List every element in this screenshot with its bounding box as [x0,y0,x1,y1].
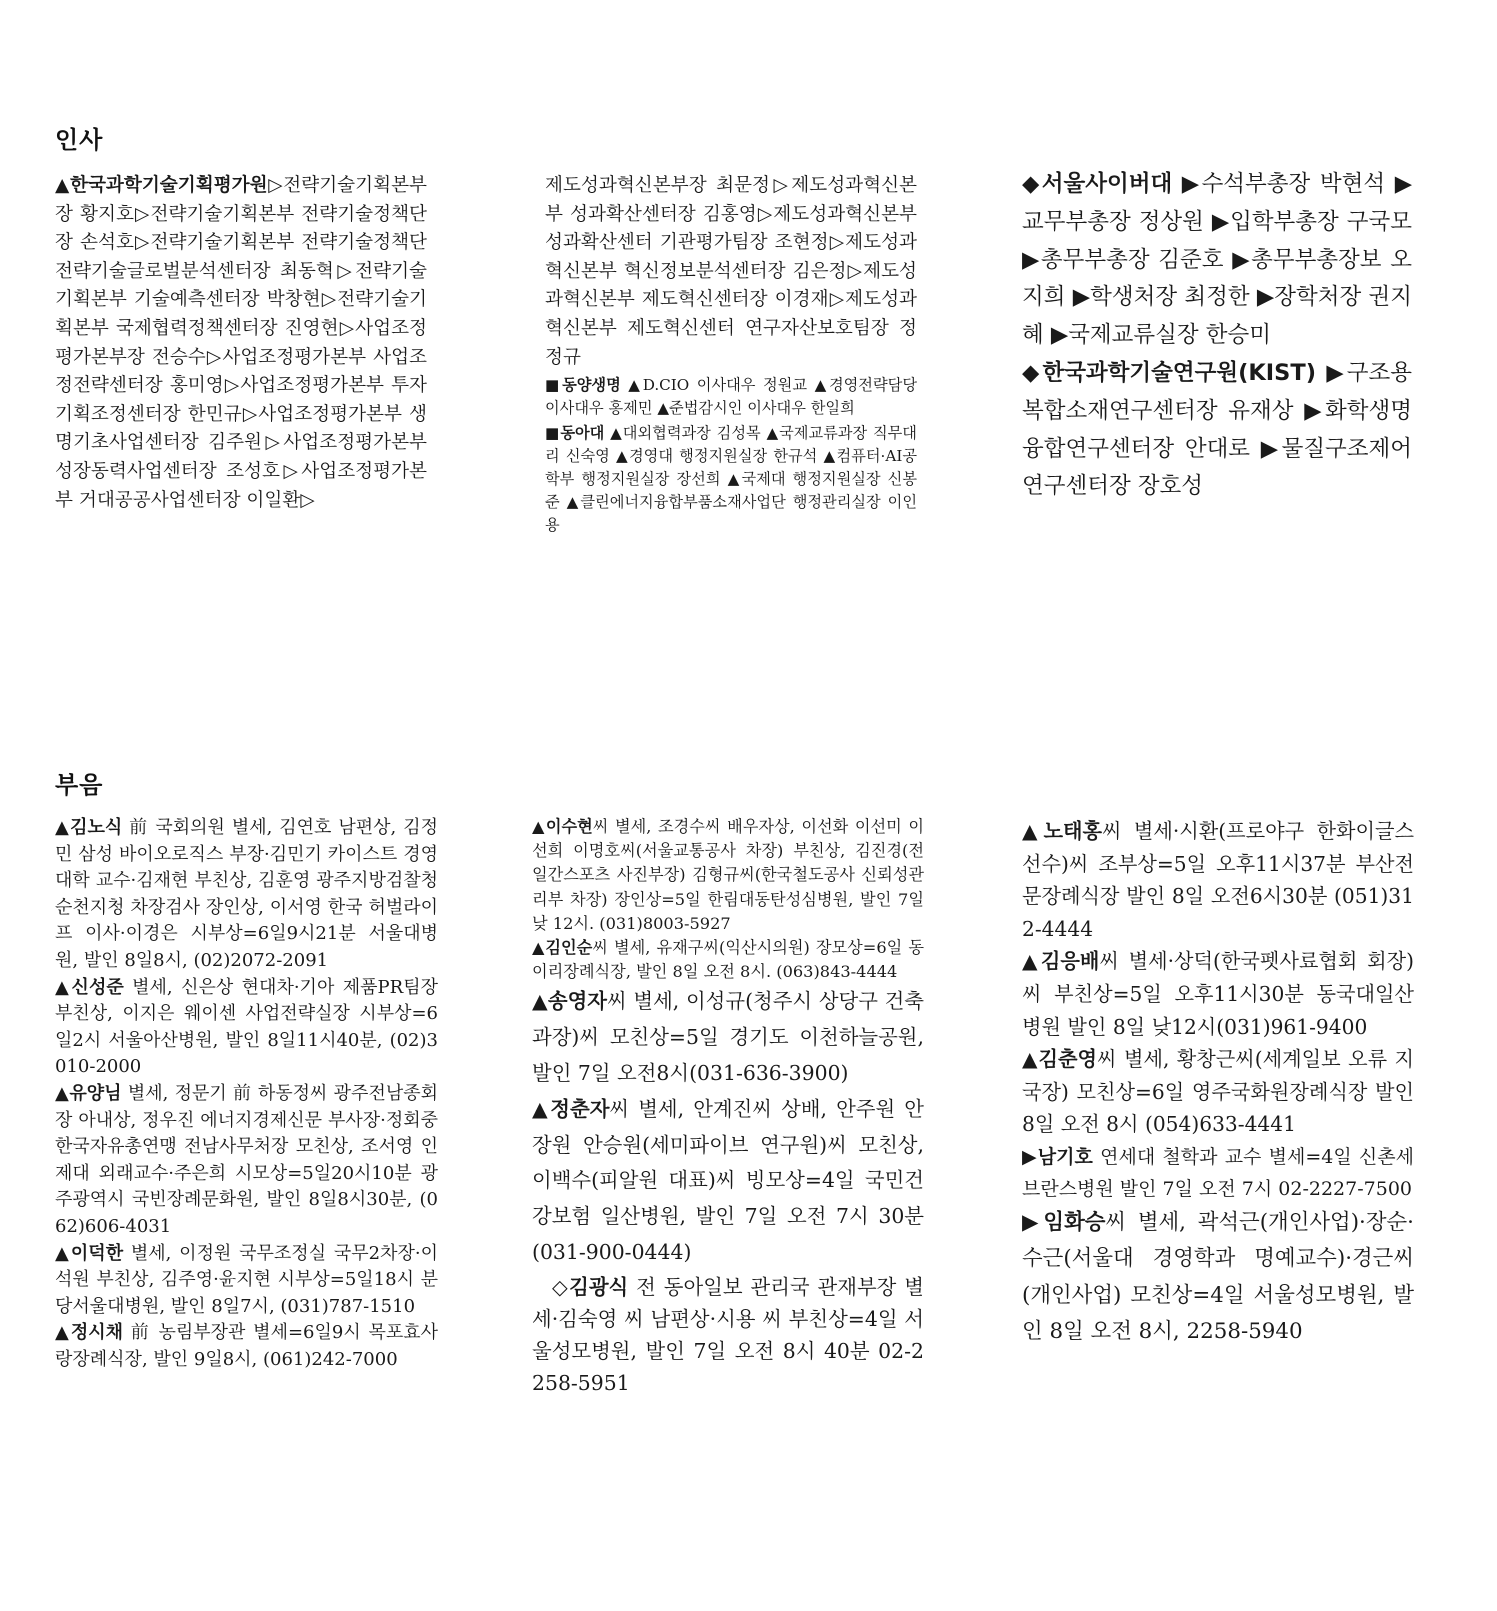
entry-text: 씨 별세·시환(프로야구 한화이글스 선수)씨 조부상=5일 오후11시37분 부산전문장례식장 발인 8일 오전6시30분 (051)312-4444 [1022,819,1414,941]
insa-column-1 [55,172,427,515]
insa-entry-continued: 제도성과혁신본부장 최문정▷제도성과혁신본부 성과확산센터장 김홍영▷제도성과혁신본부 성과확산센터 기관평가팀장 조현정▷제도성과혁신본부 혁신정보분석센터장 김은정▷제도성과혁신본부 제도혁신센터장 이경재▷제도성과혁신본부 제도혁신센터 연구자산보호팀장 정정규 [545,175,917,368]
obituary-entry [1022,1043,1414,1141]
entry-text: ▶수석부총장 박현석 ▶교무부총장 정상원 ▶입학부총장 구국모 ▶총무부총장 김준호 ▶총무부총장보 오지희 ▶학생처장 최정한 ▶장학처장 권지혜 ▶국제교류실장 한승미 [1022,171,1412,349]
obituary-entry [532,1271,924,1399]
entry-org: ▲한국과학기술기획평가원 [55,175,268,196]
entry-text: 씨 별세, 황창근씨(세계일보 오류 지국장) 모친상=6일 영주국화원장례식장 발인 8일 오전 8시 (054)633-4441 [1022,1047,1414,1137]
obituary-entry [532,936,924,984]
deceased-name: ▲김응배 [1022,949,1100,974]
obituary-entry [1022,1205,1414,1351]
insa-entry [1022,166,1412,355]
entry-text: 별세, 정문기 前 하동정씨 광주전남종회장 아내상, 정우진 에너지경제신문 부사장·정회중 한국자유총연맹 전남사무처장 모친상, 조서영 인제대 외래교수·주은희 시모상=5일20시10분 광주광역시 국빈장례문화원, 발인 8일8시30분, (062)606-4031 [55,1082,438,1237]
entry-text: 전 동아일보 관리국 관재부장 별세·김숙영 씨 남편상·시용 씨 부친상=4일 서울성모병원, 발인 7일 오전 8시 40분 02-2258-5951 [532,1274,924,1395]
obituary-entry [55,1081,438,1241]
insa-column-3 [1022,166,1412,506]
deceased-name: ▲노태홍 [1022,819,1102,843]
obituary-entry [1022,815,1414,945]
deceased-name: ▲김춘영 [1022,1047,1098,1072]
obituary-entry [55,975,438,1081]
deceased-name: ▲송영자 [532,989,607,1014]
deceased-name: ▲이덕한 [55,1242,124,1264]
insa-entry [1022,355,1412,506]
deceased-name: ▲정춘자 [532,1096,610,1121]
entry-text: 씨 별세, 곽석근(개인사업)·장순·수근(서울대 경영학과 명예교수)·경근씨(개인사업) 모친상=4일 서울성모병원, 발인 8일 오전 8시, 2258-5940 [1022,1209,1414,1345]
deceased-name: ▲김노식 [55,817,123,838]
entry-text: 씨 별세, 이성규(청주시 상당구 건축과장)씨 모친상=5일 경기도 이천하늘공원, 발인 7일 오전8시(031-636-3900) [532,989,924,1086]
entry-text: 씨 별세, 조경수씨 배우자상, 이선화 이선미 이선희 이명호씨(서울교통공사 차장) 부친상, 김진경(전 일간스포츠 사진부장) 김형규씨(한국철도공사 신뢰성관리부 차장) 장인상=5일 한림대동탄성심병원, 발인 7일 낮 12시. (031)8003-5927 [532,817,924,933]
insa-entry [545,374,917,420]
deceased-name: ▲신성준 [55,976,124,998]
entry-text: 별세, 이정원 국무조정실 국무2차장·이석원 부친상, 김주영·윤지현 시부상=5일18시 분당서울대병원, 발인 8일7시, (031)787-1510 [55,1242,438,1317]
entry-org: ■동아대 [545,424,605,443]
bueum-column-2 [532,815,924,1399]
entry-text: ▲D.CIO 이사대우 정원교 ▲경영전략담당 이사대우 홍제민 ▲준법감시인 이사대우 한일희 [545,376,917,418]
deceased-name: ▲이수현 [532,817,593,836]
entry-text: ▲대외협력과장 김성목 ▲국제교류과장 직무대리 신숙영 ▲경영대 행정지원실장 한규석 ▲컴퓨터·AI공학부 행정지원실장 장선희 ▲국제대 행정지원실장 신봉준 ▲클린에너지융합부품소재사업단 행정관리실장 이인용 [545,424,917,535]
insa-entry [55,172,427,515]
deceased-name: ◇김광식 [552,1274,629,1299]
entry-text: ▷전략기술기획본부장 황지호▷전략기술기획본부 전략기술정책단장 손석호▷전략기술기획본부 전략기술정책단 전략기술글로벌분석센터장 최동혁▷전략기술기획본부 기술예측센터장 박창현▷전략기술기획본부 국제협력정책센터장 진영현▷사업조정평가본부장 전승수▷사업조정평가본부 사업조정전략센터장 홍미영▷사업조정평가본부 투자기획조정센터장 한민규▷사업조정평가본부 생명기초사업센터장 김주원▷사업조정평가본부 성장동력사업센터장 조성호▷사업조정평가본부 거대공공사업센터장 이일환▷ [55,175,427,511]
entry-org: ◆한국과학기술연구원(KIST) [1022,359,1317,386]
obituary-entry [532,1092,924,1271]
obituary-entry [532,815,924,936]
entry-text: 별세, 신은상 현대차·기아 제품PR팀장 부친상, 이지은 웨이센 사업전략실장 시부상=6일2시 서울아산병원, 발인 8일11시40분, (02)3010-2000 [55,976,438,1078]
obituary-entry [55,815,438,975]
entry-text: 씨 별세, 유재구씨(익산시의원) 장모상=6일 동이리장례식장, 발인 8일 오전 8시. (063)843-4444 [532,938,924,982]
obituary-entry [1022,1141,1414,1205]
entry-text: 前 국회의원 별세, 김연호 남편상, 김정민 삼성 바이오로직스 부장·김민기 카이스트 경영대학 교수·김재현 부친상, 김훈영 광주지방검찰청 순천지청 차장검사 장인상, 이서영 한국 허벌라이프 이사·이경은 시부상=6일9시21분 서울대병원, 발인 8일8시, (02)2072-2091 [55,817,438,971]
entry-text: 연세대 철학과 교수 별세=4일 신촌세브란스병원 발인 7일 오전 7시 02-2227-7500 [1022,1145,1414,1200]
entry-text: 씨 별세·상덕(한국펫사료협회 회장)씨 부친상=5일 오후11시30분 동국대일산병원 발인 8일 낮12시(031)961-9400 [1022,949,1414,1039]
entry-text: ▶구조용복합소재연구센터장 유재상 ▶화학생명융합연구센터장 안대로 ▶물질구조제어연구센터장 장호성 [1022,359,1412,500]
insa-entry [545,422,917,537]
obituary-entry [1022,945,1414,1043]
deceased-name: ▶임화승 [1022,1209,1106,1235]
entry-org: ◆서울사이버대 [1022,171,1173,197]
entry-org: ■동양생명 [545,376,621,395]
entry-text: 씨 별세, 안계진씨 상배, 안주원 안장원 안승원(세미파이브 연구원)씨 모친상, 이백수(피알원 대표)씨 빙모상=4일 국민건강보험 일산병원, 발인 7일 오전 7시 30분(031-900-0444) [532,1096,924,1264]
obituary-entry [532,984,924,1091]
deceased-name: ▲정시채 [55,1322,124,1344]
section-title-insa: 인사 [55,126,104,154]
bueum-column-1 [55,815,438,1373]
section-title-bueum: 부음 [55,771,104,799]
obituary-entry [55,1320,438,1373]
insa-column-2 [545,172,917,537]
obituary-entry [55,1241,438,1321]
deceased-name: ▲김인순 [532,938,593,958]
deceased-name: ▲유양님 [55,1082,122,1104]
entry-text: 前 농림부장관 별세=6일9시 목포효사랑장례식장, 발인 9일8시, (061)242-7000 [55,1322,438,1370]
bueum-column-3 [1022,815,1414,1351]
deceased-name: ▶남기호 [1022,1145,1093,1168]
